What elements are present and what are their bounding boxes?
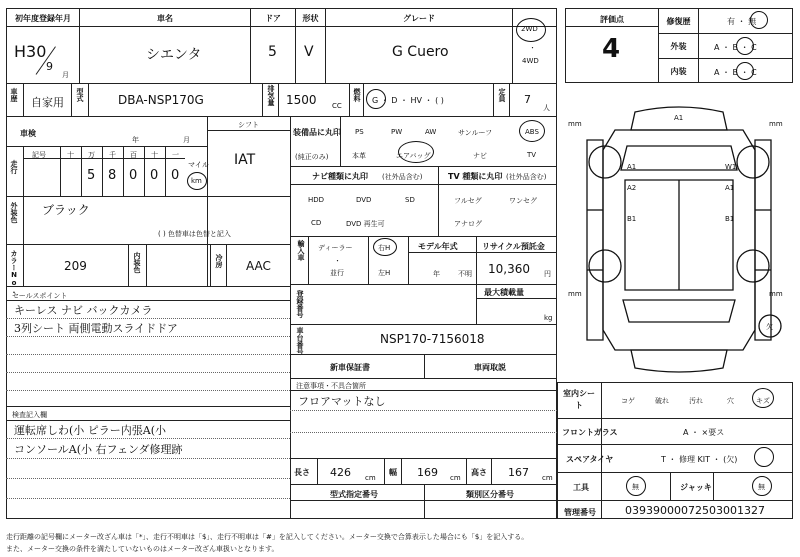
equipment-sublabel: (純正のみ)	[295, 153, 329, 161]
km-label: km	[191, 177, 202, 185]
model-year-year: 年	[433, 270, 440, 278]
equip-pw: PW	[391, 128, 403, 136]
mileage-label: 走行	[10, 160, 18, 174]
drive-4wd: 4WD	[522, 57, 539, 65]
equip-navi: ナビ	[473, 152, 487, 160]
usage-label: 車歴	[10, 88, 18, 102]
repair-label: 修復歴	[666, 17, 691, 26]
cc-unit: CC	[332, 102, 342, 110]
height-cm: cm	[542, 474, 553, 482]
inspection-notes-label: 検査記入欄	[12, 411, 47, 419]
chassis-no: NSP170-7156018	[380, 332, 485, 346]
reg-month: 9	[46, 60, 53, 73]
equip-airbag: エアバッグ	[396, 152, 431, 160]
door-label: ドア	[265, 14, 281, 23]
nav-dvd: DVD	[356, 196, 372, 204]
odometer-unit-4: 十	[151, 151, 158, 159]
odometer-unit-1: 万	[88, 151, 95, 159]
ac-label: 冷房	[215, 254, 223, 268]
nav-hdd: HDD	[308, 196, 325, 204]
color-value: ブラック	[42, 203, 90, 217]
length-label: 長さ	[294, 468, 310, 477]
odometer-unit-5: 一	[172, 151, 179, 159]
equip-leather: 本革	[352, 152, 366, 160]
capacity-label: 定員	[498, 88, 506, 102]
mileage-symbol-label: 記号	[32, 151, 46, 159]
length-cm: cm	[365, 474, 376, 482]
seat-hole: 穴	[727, 397, 734, 405]
damage-a1-right: A1	[725, 184, 735, 192]
car-damage-diagram	[565, 100, 793, 380]
tv-label: TV 種類に丸印	[448, 172, 503, 181]
odometer-unit-0: 十	[67, 151, 74, 159]
trim-label: 内装色	[133, 252, 141, 273]
tools-value: 無	[632, 483, 639, 491]
body-shape: V	[304, 44, 314, 60]
jack-value: 無	[758, 483, 765, 491]
spare-missing-circle	[754, 447, 774, 467]
odometer-digit-4: 0	[171, 168, 180, 183]
spare-label: スペアタイヤ	[566, 455, 614, 464]
damage-b1-right: B1	[725, 215, 735, 223]
color-note: ( ) 色替車は色替と記入	[158, 230, 231, 238]
odometer-digit-3: 0	[150, 168, 159, 183]
tools-label: 工具	[573, 483, 589, 492]
exterior-b-circle	[736, 37, 754, 55]
repair-none-circle	[750, 11, 768, 29]
length-value: 426	[330, 466, 351, 479]
equip-tv: TV	[527, 151, 537, 159]
inspection-note-1: 運転席しわ(小 ピラー内張A(小	[14, 424, 167, 437]
nav-sd: SD	[405, 196, 415, 204]
diagram-mm-4: mm	[769, 290, 783, 298]
equip-sunroof: サンルーフ	[458, 129, 493, 137]
disp-label: 排気量	[267, 85, 275, 106]
repair-options: 有 ・ 無	[727, 17, 757, 26]
model-year-unknown: 不明	[458, 270, 472, 278]
damage-a1-front: A1	[674, 114, 684, 122]
drive-dot: ・	[529, 44, 536, 52]
odometer-digit-2: 0	[129, 168, 138, 183]
seat-dirt: 汚れ	[689, 397, 703, 405]
notes-value: フロアマットなし	[298, 395, 386, 408]
fuel-options: G ・ D ・ HV ・ ( )	[372, 96, 444, 105]
inspection-label: 車検	[20, 129, 36, 138]
kg-unit: kg	[544, 314, 553, 322]
footer-note-1: 走行距離の記号欄にメーター改ざん車は「*」、走行不明車は「$」、走行不明車は「#」を記入してください。メーター交換で合算表示した場合にも「$」を記入する。	[6, 533, 529, 541]
equip-abs: ABS	[525, 128, 539, 136]
height-label: 高さ	[471, 468, 487, 477]
mgmt-no: 03939000072503001327	[625, 504, 765, 517]
grade-value: G Cuero	[392, 44, 449, 60]
odometer-unit-3: 百	[130, 151, 137, 159]
exterior-options: A ・ B ・ C	[714, 43, 757, 52]
car-name: シエンタ	[146, 47, 202, 63]
tv-oneseg: ワンセグ	[509, 197, 537, 205]
equip-aw: AW	[425, 128, 437, 136]
model-year-label: モデル年式	[418, 242, 458, 251]
seat-tear: 破れ	[655, 397, 669, 405]
car-name-label: 車名	[157, 14, 173, 23]
color-label: 外装色	[10, 202, 18, 223]
left-h: 左H	[378, 269, 391, 277]
month-unit: 月	[62, 71, 69, 79]
recycle-value: 10,360	[488, 262, 530, 276]
shift-value: IAT	[234, 152, 256, 168]
import-label: 輸入車	[297, 240, 305, 261]
odometer-digit-0: 5	[87, 168, 96, 183]
width-cm: cm	[450, 474, 461, 482]
sales-label: セールスポイント	[12, 292, 68, 300]
seat-scratch: キズ	[756, 397, 770, 405]
owners-manual: 車両取説	[474, 363, 506, 372]
interior-b-circle	[736, 62, 754, 80]
nav-label: ナビ種類に丸印	[312, 172, 368, 181]
usage: 自家用	[31, 96, 64, 109]
damage-w1-right: W1	[725, 163, 737, 171]
score-value: 4	[602, 34, 621, 64]
color-no: 209	[64, 259, 87, 273]
exterior-label: 外装	[670, 42, 687, 51]
width-label: 幅	[389, 468, 397, 477]
damage-a2-left: A2	[627, 184, 637, 192]
grade-label: グレード	[403, 14, 435, 23]
recycle-yen: 円	[544, 270, 551, 278]
tv-analog: アナログ	[454, 220, 482, 228]
nav-dvd-play: DVD 再生可	[346, 220, 385, 228]
height-value: 167	[508, 466, 529, 479]
inspection-note-2: コンソールA(小 右フェンダ修理跡	[14, 443, 183, 456]
import-parallel: 並行	[330, 269, 344, 277]
mgmt-label: 管理番号	[564, 508, 596, 517]
tv-fullseg: フルセグ	[454, 197, 482, 205]
equipment-label: 装備品に丸印	[293, 128, 341, 137]
nav-cd: CD	[311, 219, 322, 227]
reg-no-label: 登録番号	[296, 290, 304, 318]
reg-year-label: 初年度登録年月	[15, 14, 71, 23]
color-no-label: カラーNo.	[10, 250, 18, 295]
diagram-mm-1: mm	[568, 120, 582, 128]
model-code: DBA-NSP170G	[118, 93, 204, 107]
inspection-month: 月	[183, 136, 190, 144]
new-car-warranty: 新車保証書	[330, 363, 370, 372]
damage-b1-left: B1	[627, 215, 637, 223]
displacement: 1500	[286, 93, 317, 107]
door-count: 5	[268, 44, 277, 60]
class-no-label: 類別区分番号	[466, 490, 514, 499]
jack-label: ジャッキ	[680, 483, 712, 492]
inspection-year: 年	[132, 136, 139, 144]
person-unit: 人	[543, 104, 550, 112]
notes-label: 注意事項・不具合箇所	[296, 382, 366, 390]
score-label: 評価点	[600, 15, 624, 24]
capacity: 7	[524, 93, 531, 106]
sales-line-1: キーレス ナビ バックカメラ	[14, 304, 153, 317]
reg-year: H30	[14, 42, 47, 61]
chassis-label: 車台番号	[296, 327, 304, 355]
model-label: 型式	[76, 88, 84, 102]
nav-sub: (社外品含む)	[382, 173, 423, 181]
diagram-missing: 欠	[766, 323, 773, 331]
tv-sub: (社外品含む)	[506, 173, 547, 181]
import-dot: ・	[334, 257, 341, 265]
glass-label: フロントガラス	[562, 428, 618, 437]
interior-label: 内装	[670, 67, 687, 76]
sales-line-2: 3列シート 両側電動スライドドア	[14, 322, 178, 335]
type-cert-label: 型式指定番号	[330, 490, 378, 499]
ac-value: AAC	[246, 259, 271, 273]
diagram-mm-2: mm	[769, 120, 783, 128]
fuel-label: 燃料	[353, 88, 361, 102]
odometer-unit-2: 千	[109, 151, 116, 159]
recycle-label: リサイクル預託金	[482, 242, 545, 251]
interior-options: A ・ B ・ C	[714, 68, 757, 77]
diagram-mm-3: mm	[568, 290, 582, 298]
width-value: 169	[417, 466, 438, 479]
max-load-label: 最大積載量	[484, 288, 524, 297]
damage-a1-left: A1	[627, 163, 637, 171]
glass-options: A ・ ×要ス	[683, 428, 725, 437]
odometer-digit-1: 8	[108, 168, 117, 183]
footer-note-2: また、メーター交換の条件を満たしていないものはメーター改ざん車扱いとなります。	[6, 545, 279, 553]
import-dealer: ディーラー	[318, 244, 353, 252]
equip-ps: PS	[355, 128, 364, 136]
mile-label: マイル	[188, 161, 209, 169]
seat-label: 室内シート	[563, 389, 595, 410]
right-h: 右H	[378, 244, 391, 252]
spare-options: T ・ 修理 KIT ・ (欠)	[661, 455, 738, 464]
seat-burn: コゲ	[621, 397, 635, 405]
shift-label: シフト	[238, 121, 259, 129]
shape-label: 形状	[302, 14, 319, 23]
drive-2wd: 2WD	[521, 25, 538, 33]
